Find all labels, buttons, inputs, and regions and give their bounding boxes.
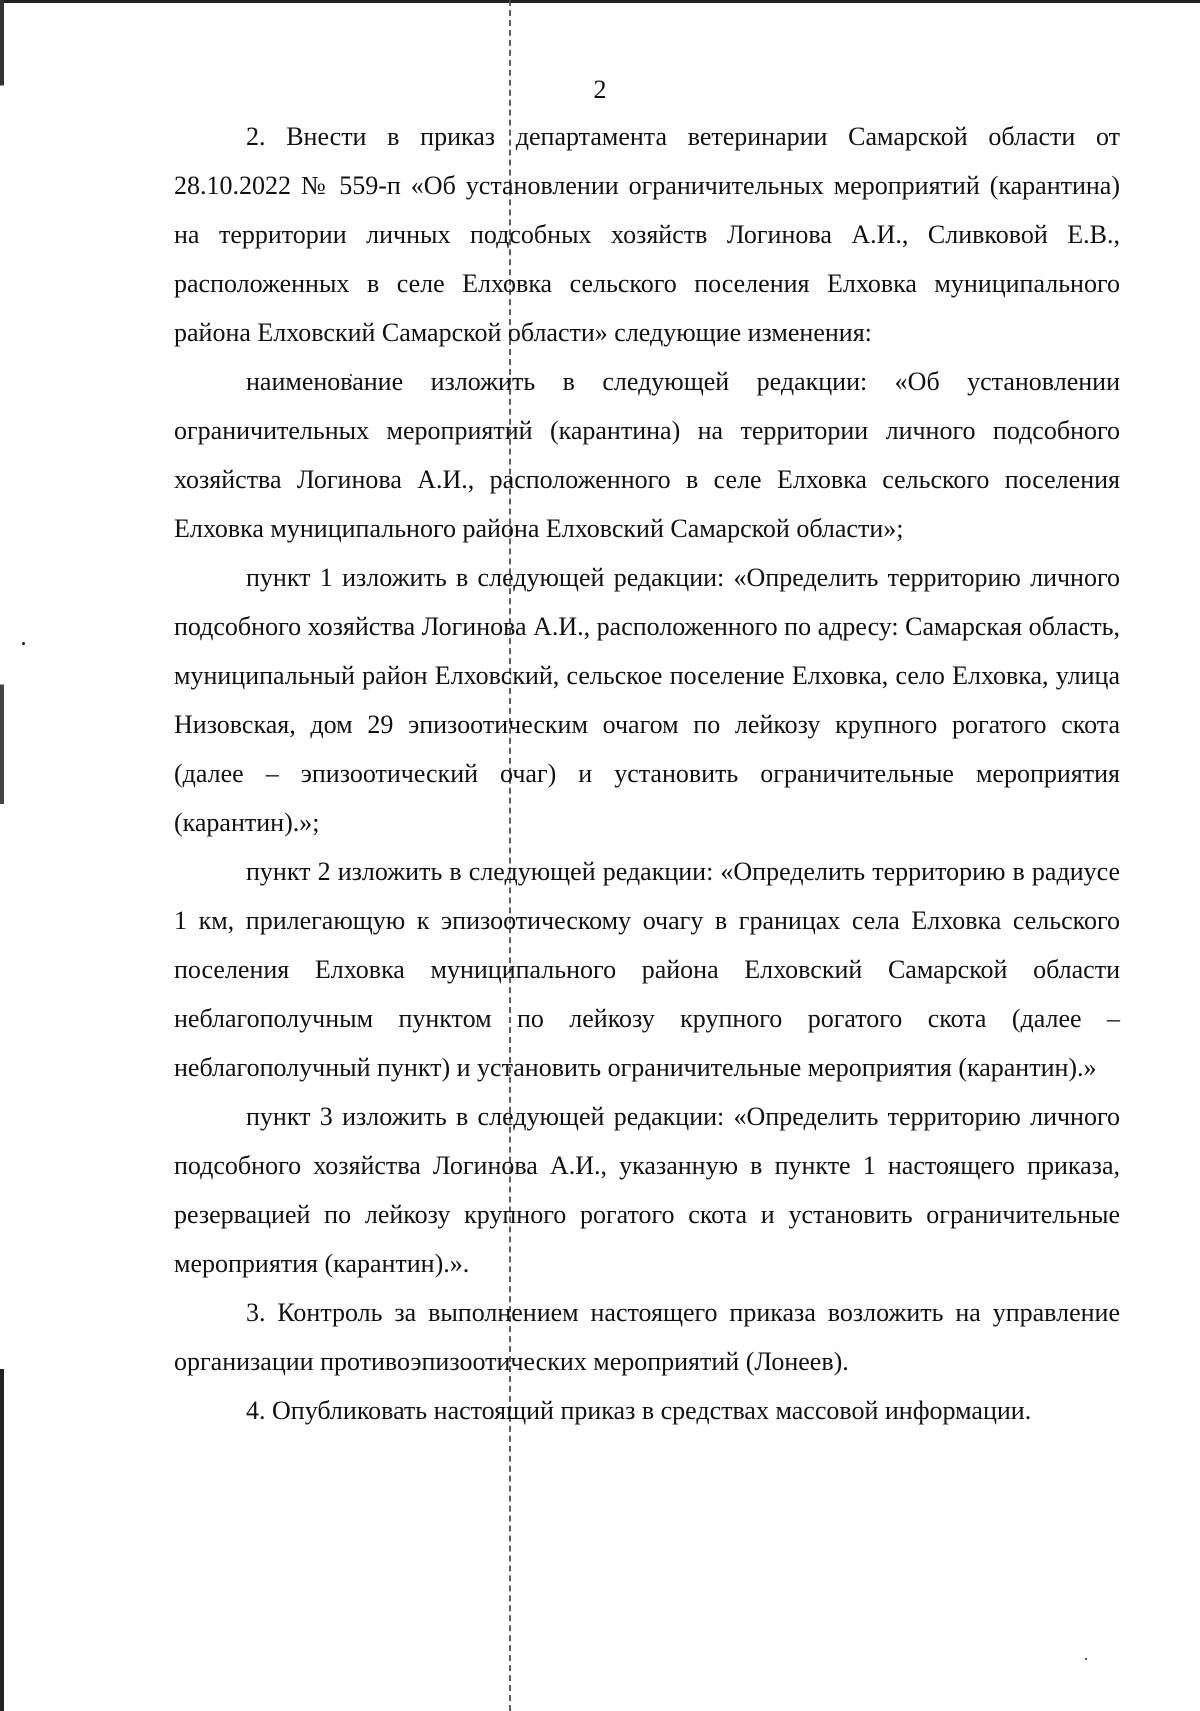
document-body xyxy=(174,112,1120,1435)
paragraph-item-3: 3. Контроль за выполнением настоящего приказа возложить на управление организации противоэпизоотических мероприятий (Лонеев). xyxy=(174,1298,1120,1376)
scan-speck xyxy=(1085,1658,1087,1660)
paragraph-item-2: 2. Внести в приказ департамента ветеринарии Самарской области от 28.10.2022 № 559-п «Об установлении ограничительных мероприятий (карантина) на территории личных подсобных хозяйств Логинова А.И., Сливковой Е.В., расположенных в селе Елховка сельского поселения Елховка муниципального района Елховский Самарской области» следующие изменения: xyxy=(174,122,1120,347)
paragraph-point-2-change: пункт 2 изложить в следующей редакции: «Определить территорию в радиусе 1 км, прилегающую к эпизоотическому очагу в границах села Елховка сельского поселения Елховка муниципального района Елховский Самарской области неблагополучным пунктом по лейкозу крупного рогатого скота (далее – неблагополучный пункт) и установить ограничительные мероприятия (карантин).» xyxy=(174,857,1120,1082)
scan-speck xyxy=(22,642,25,645)
page-number: 2 xyxy=(593,75,607,104)
paragraph-title-change: наименование изложить в следующей редакции: «Об установлении ограничительных мероприятий (карантина) на территории личного подсобного хозяйства Логинова А.И., расположенного в селе Елховка сельского поселения Елховка муниципального района Елховский Самарской области»; xyxy=(174,367,1120,543)
paragraph-item-4: 4. Опубликовать настоящий приказ в средствах массовой информации. xyxy=(246,1396,1032,1425)
paragraph-point-1-change: пункт 1 изложить в следующей редакции: «Определить территорию личного подсобного хозяйства Логинова А.И., расположенного по адресу: Самарская область, муниципальный район Елховский, сельское поселение Елховка, село Елховка, улица Низовская, дом 29 эпизоотическим очагом по лейкозу крупного рогатого скота (далее – эпизоотический очаг) и установить ограничительные мероприятия (карантин).»; xyxy=(174,563,1120,837)
paragraph-point-3-change: пункт 3 изложить в следующей редакции: «Определить территорию личного подсобного хозяйства Логинова А.И., указанную в пункте 1 настоящего приказа, резервацией по лейкозу крупного рогатого скота и установить ограничительные мероприятия (карантин).». xyxy=(174,1102,1120,1278)
scan-left-edge xyxy=(0,0,4,1711)
scan-top-border xyxy=(0,0,1200,3)
